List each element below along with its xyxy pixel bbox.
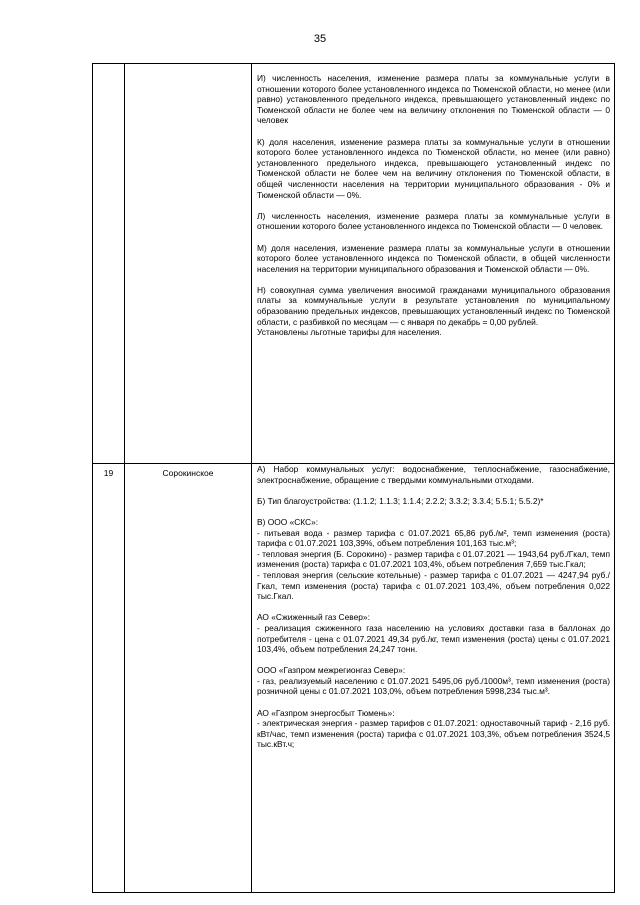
municipality-name-cell bbox=[125, 64, 252, 464]
paragraph-gap bbox=[257, 506, 610, 517]
paragraph-gap bbox=[257, 697, 610, 708]
paragraph-gap bbox=[257, 200, 610, 211]
paragraph-gap bbox=[257, 126, 610, 137]
paragraph-gap bbox=[257, 485, 610, 496]
paragraph: А) Набор коммунальных услуг: водоснабжение, теплоснабжение, газоснабжение, электроснабжение, обращение с твердыми коммунальными отходами. bbox=[257, 464, 610, 485]
paragraph-gap bbox=[257, 602, 610, 613]
paragraph: Л) численность населения, изменение размера платы за коммунальные услуги в отношении которого более установленного индекса по Тюменской области — 0 человек. bbox=[257, 210, 610, 232]
tariff-table bbox=[92, 63, 615, 893]
description-cell bbox=[252, 464, 615, 893]
paragraph: - тепловая энергия (Б. Сорокино) - размер тарифа с 01.07.2021 — 1943,64 руб./Гкал, темп изменения (роста) тарифа с 01.07.2021 103,4%, объем потребления 7,659 тыс.Гкал; bbox=[257, 548, 610, 570]
paragraph: В) ООО «СКС»: bbox=[257, 516, 319, 527]
table-row bbox=[93, 464, 615, 893]
paragraph-gap bbox=[257, 655, 610, 666]
paragraph: Установлены льготные тарифы для населения. bbox=[257, 327, 442, 338]
paragraph: И) численность населения, изменение размера платы за коммунальные услуги в отношении которого более установленного индекса по Тюменской области, но менее (или равно) установленного предельного индекса, превышающего установленный индекс по Тюменской области не более чем на величину отклонения по Тюменской области — 0 человек bbox=[257, 73, 610, 126]
row-number-cell bbox=[93, 64, 125, 464]
paragraph: М) доля населения, изменение размера платы за коммунальные услуги в отношении которого более установленного индекса по Тюменской области, в общей численности населения на территории муниципального образования и Тюменской области — 0%. bbox=[257, 242, 610, 274]
row-number-cell: 19 bbox=[93, 464, 125, 893]
paragraph: К) доля населения, изменение размера платы за коммунальные услуги в отношении которого более установленного индекса по Тюменской области, но менее (или равно) установленного предельного индекса, превышающего установленный индекс по Тюменской области не более чем на величину отклонения по Тюменской области, в общей численности населения на территории муниципального образования - 0% и Тюменской области — 0%. bbox=[257, 136, 610, 200]
paragraph: АО «Сжиженный газ Север»: bbox=[257, 612, 370, 623]
page-number: 35 bbox=[313, 33, 327, 45]
paragraph-gap bbox=[257, 232, 610, 243]
paragraph: ООО «Газпром межрегионгаз Север»: bbox=[257, 665, 406, 676]
paragraph: - электрическая энергия - размер тарифов с 01.07.2021: одноставочный тариф - 2,16 руб. кВт/час, темп изменения (роста) тарифа с 01.07.2021 103,3%, объем потребления 3524,5 тыс.кВт.ч; bbox=[257, 718, 610, 750]
municipality-name-cell: Сорокинское bbox=[125, 464, 252, 893]
description-cell bbox=[252, 64, 615, 464]
paragraph: - питьевая вода - размер тарифа с 01.07.2021 65,86 руб./м², темп изменения (роста) тарифа с 01.07.2021 103,39%, объем потребления 101,163 тыс.м³; bbox=[257, 527, 610, 549]
paragraph-gap bbox=[257, 274, 610, 285]
paragraph: - реализация сжиженного газа населению на условиях доставки газа в баллонах до потребителя - цена с 01.07.2021 49,34 руб./кг, темп изменения (роста) цены с 01.07.2021 103,4%, объем потребления 24,247 тонн. bbox=[257, 622, 610, 655]
paragraph: - тепловая энергия (сельские котельные) - размер тарифа с 01.07.2021 — 4247,94 руб./Гкал, темп изменения (роста) тарифа с 01.07.2021 103,4%, объем потребления 0,022 тыс.Гкал. bbox=[257, 569, 610, 602]
table-row bbox=[93, 64, 615, 464]
paragraph: Н) совокупная сумма увеличения вносимой гражданами муниципального образования платы за коммунальные услуги в результате установления по муниципальному образованию предельных индексов, превышающих установленный индекс по Тюменской области, с разбивкой по месяцам — с января по декабрь = 0,00 рублей. bbox=[257, 284, 610, 327]
paragraph: - газ, реализуемый населению с 01.07.2021 5495,06 руб./1000м³, темп изменения (роста) розничной цены с 01.07.2021 103,0%, объем потребления 5998,234 тыс.м³. bbox=[257, 675, 610, 697]
paragraph: АО «Газпром энергосбыт Тюмень»: bbox=[257, 707, 395, 718]
paragraph: Б) Тип благоустройства: (1.1.2; 1.1.3; 1.1.4; 2.2.2; 3.3.2; 3.3.4; 5.5.1; 5.5.2)* bbox=[257, 495, 544, 506]
